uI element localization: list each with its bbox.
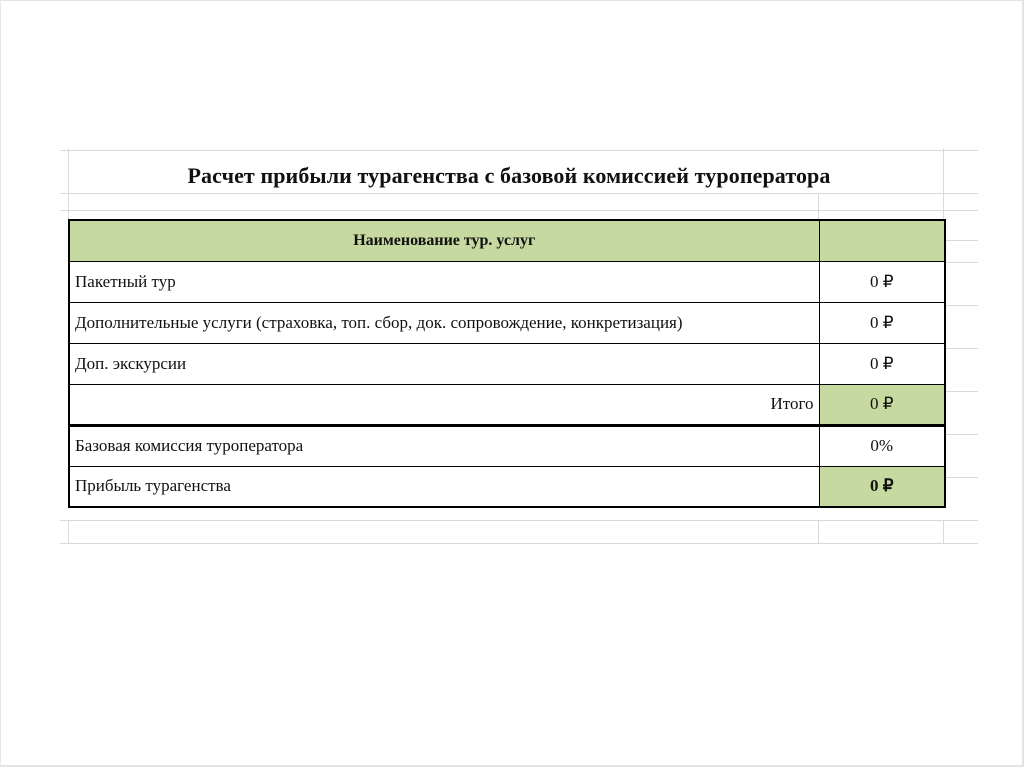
gridline <box>68 148 69 220</box>
row-label-cell[interactable]: Пакетный тур <box>69 261 819 302</box>
header-value-cell[interactable] <box>819 220 945 261</box>
gridline <box>60 520 978 521</box>
row-value-cell[interactable]: 0 ₽ <box>819 343 945 384</box>
gridline <box>818 520 819 544</box>
commission-value-cell[interactable]: 0% <box>819 425 945 466</box>
gridline <box>60 210 978 211</box>
gridline <box>944 477 978 478</box>
profit-label-cell[interactable]: Прибыль турагенства <box>69 466 819 507</box>
profit-value-cell[interactable]: 0 ₽ <box>819 466 945 507</box>
row-label-cell[interactable]: Дополнительные услуги (страховка, топ. сбор, док. сопровождение, конкретизация) <box>69 302 819 343</box>
gridline <box>944 434 978 435</box>
gridline <box>944 305 978 306</box>
header-name-cell[interactable]: Наименование тур. услуг <box>69 220 819 261</box>
sheet-title: Расчет прибыли турагенства с базовой комиссией туроператора <box>187 163 831 188</box>
table-row <box>69 302 945 343</box>
profit-row <box>69 466 945 507</box>
gridline <box>944 262 978 263</box>
table-row <box>69 343 945 384</box>
total-row <box>69 384 945 425</box>
row-value-cell[interactable]: 0 ₽ <box>819 261 945 302</box>
commission-label-cell[interactable]: Базовая комиссия туроператора <box>69 425 819 466</box>
slide-frame-left <box>0 0 1 767</box>
profit-table <box>68 219 946 508</box>
gridline <box>943 520 944 544</box>
gridline <box>818 193 819 220</box>
slide-frame-top <box>0 0 1024 1</box>
table-row <box>69 261 945 302</box>
row-value-cell[interactable]: 0 ₽ <box>819 302 945 343</box>
gridline <box>944 391 978 392</box>
commission-row <box>69 425 945 466</box>
gridline <box>944 348 978 349</box>
total-value-cell[interactable]: 0 ₽ <box>819 384 945 425</box>
gridline <box>60 150 978 151</box>
gridline <box>68 520 69 544</box>
total-label-cell[interactable]: Итого <box>69 384 819 425</box>
row-label-cell[interactable]: Доп. экскурсии <box>69 343 819 384</box>
gridline <box>60 193 978 194</box>
table-header-row <box>69 220 945 261</box>
gridline <box>944 240 978 241</box>
gridline <box>60 543 978 544</box>
